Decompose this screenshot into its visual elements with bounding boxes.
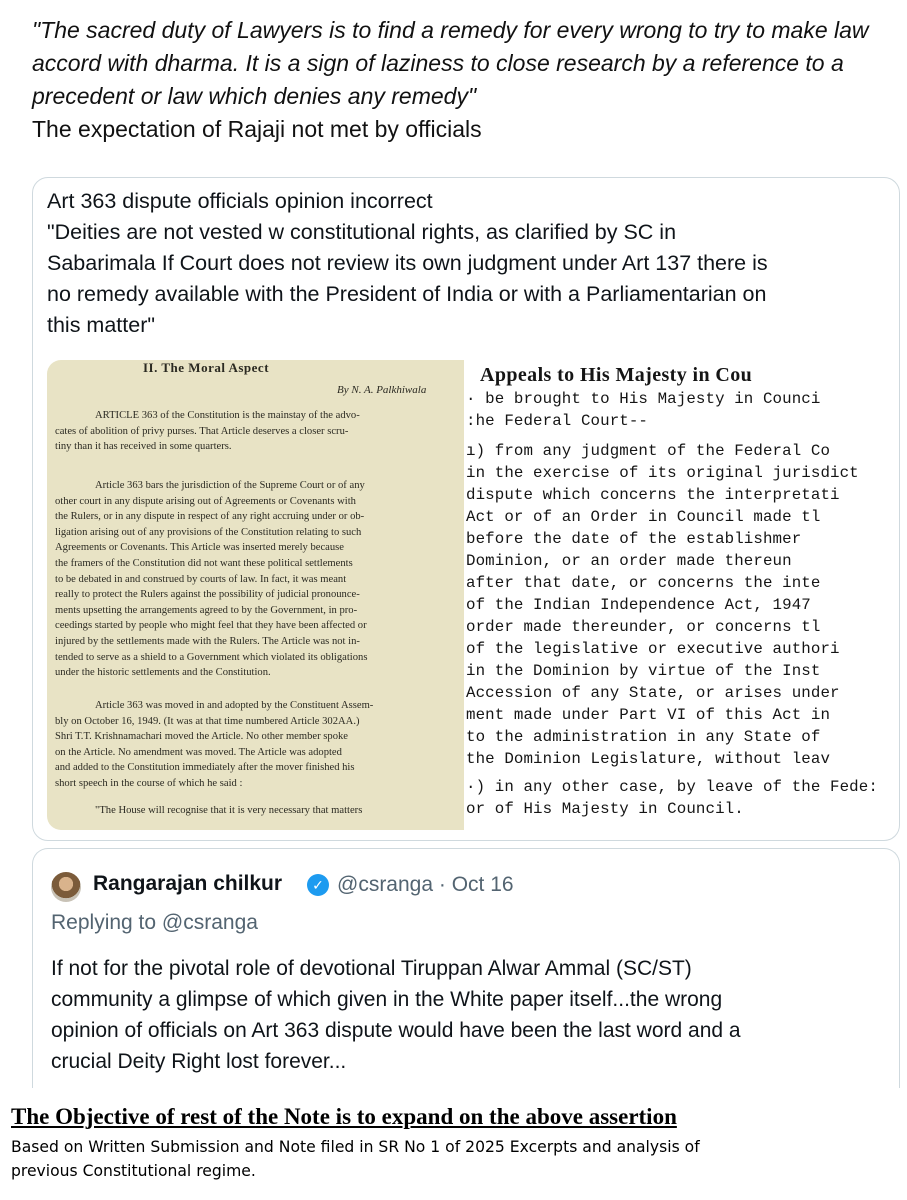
scan-line: after that date, or concerns the inte [466, 574, 821, 592]
scan-left-byline: By N. A. Palkhiwala [337, 384, 427, 396]
scan-line: Accession of any State, or arises under [466, 684, 840, 702]
replying-to[interactable]: Replying to @csranga [51, 911, 258, 934]
scan-left-paragraph [47, 698, 452, 792]
scan-line: tended to serve as a shield to a Government which violated its obligations [55, 651, 368, 663]
scan-left-paragraph [47, 803, 452, 819]
scan-line: the Dominion Legislature, without leav [466, 750, 831, 768]
intro-quote: "The sacred duty of Lawyers is to find a remedy for every wrong to try to make law accord with dharma. It is a sign of laziness to close research by a reference to a precedent or law which denies any remedy" [32, 17, 869, 109]
scan-line: really to protect the Rulers against the possibility of judicial pronounce- [55, 589, 360, 601]
tweet-line: no remedy available with the President of India or with a Parliamentarian on [47, 282, 767, 306]
scan-line: Dominion, or an order made thereun [466, 552, 792, 570]
scanned-page-palkhiwala[interactable] [47, 360, 464, 830]
basis-note [11, 1135, 901, 1183]
scan-line: bly on October 16, 1949. (It was at that time numbered Article 302AA.) [55, 715, 360, 727]
scan-line: ment made under Part VI of this Act in [466, 706, 831, 724]
reply-line: community a glimpse of which given in the White paper itself...the wrong [51, 988, 723, 1011]
scan-line: before the date of the establishmer [466, 530, 802, 548]
reply-line: crucial Deity Right lost forever... [51, 1050, 347, 1073]
quoted-tweet-card[interactable] [32, 177, 900, 841]
scan-line: · be brought to His Majesty in Counci [466, 390, 821, 408]
verified-badge-icon: ✓ [307, 874, 329, 896]
scan-line: "The House will recognise that it is very necessary that matters [95, 805, 363, 816]
avatar[interactable] [51, 872, 81, 902]
scan-line: ceedings started by people who might feel that they have been affected or [55, 620, 367, 632]
scan-line: dispute which concerns the interpretati [466, 486, 840, 504]
scan-line: ARTICLE 363 of the Constitution is the mainstay of the advo- [95, 410, 360, 421]
scan-line: short speech in the course of which he said : [55, 777, 243, 789]
scan-line: ligation arising out of any provisions of the Constitution relating to such [55, 526, 362, 538]
scan-line: cates of abolition of privy purses. That Article deserves a closer scru- [55, 425, 349, 437]
scan-line: ı) from any judgment of the Federal Co [466, 442, 831, 460]
reply-tweet-card[interactable] [32, 848, 900, 1088]
scan-line: Shri T.T. Krishnamachari moved the Article. No other member spoke [55, 731, 349, 743]
scan-line: ·) in any other case, by leave of the Fede: [466, 778, 878, 796]
scan-line: in the Dominion by virtue of the Inst [466, 662, 821, 680]
tweet-line: Sabarimala If Court does not review its own judgment under Art 137 there is [47, 251, 768, 275]
tweet-line: "Deities are not vested w constitutional rights, as clarified by SC in [47, 220, 677, 244]
scan-right-title: Appeals to His Majesty in Cou [480, 364, 753, 386]
scan-line: tiny than it has received in some quarters. [55, 441, 232, 453]
scan-line: ments upsetting the arrangements agreed to by the Government, in pro- [55, 604, 358, 616]
scan-line: Act or of an Order in Council made tl [466, 508, 821, 526]
tweet-line: Art 363 dispute officials opinion incorrect [47, 189, 433, 213]
quoted-tweet-text [47, 186, 892, 341]
scan-line: to the administration in any State of [466, 728, 821, 746]
scan-line: Article 363 bars the jurisdiction of the Supreme Court or of any [95, 480, 365, 491]
scan-line: or of His Majesty in Council. [466, 800, 744, 818]
scan-line: of the Indian Independence Act, 1947 [466, 596, 811, 614]
scan-line: in the exercise of its original jurisdict [466, 464, 859, 482]
scan-line: :he Federal Court-- [466, 412, 649, 430]
basis-line: previous Constitutional regime. [11, 1162, 256, 1180]
scan-line: to be debated in and construed by courts of law. In fact, it was meant [55, 573, 347, 585]
scan-line: the Rulers, or in any dispute in respect of any right accruing under or ob- [55, 511, 365, 523]
intro-note: The expectation of Rajaji not met by officials [32, 116, 482, 142]
scan-line: on the Article. No amendment was moved. The Article was adopted [55, 746, 342, 758]
scan-line: order made thereunder, or concerns tl [466, 618, 821, 636]
scan-line: of the legislative or executive authori [466, 640, 840, 658]
scan-left-paragraph [47, 408, 452, 455]
reply-tweet-text [51, 953, 891, 1077]
scan-line: Article 363 was moved in and adopted by the Constituent Assem- [95, 700, 374, 711]
basis-line: Based on Written Submission and Note filed in SR No 1 of 2025 Excerpts and analysis of [11, 1138, 700, 1156]
objective-heading: The Objective of rest of the Note is to expand on the above assertion [11, 1104, 677, 1129]
scan-line: and added to the Constitution immediately after the mover finished his [55, 762, 355, 774]
scanned-page-appeals[interactable] [466, 360, 886, 830]
author-handle-date[interactable]: @csranga · Oct 16 [337, 873, 514, 896]
reply-line: If not for the pivotal role of devotional Tiruppan Alwar Ammal (SC/ST) [51, 957, 692, 980]
scan-line: the framers of the Constitution did not want these political settlements [55, 557, 353, 569]
scan-line: injured by the settlements made with the Rulers. The Article was not in- [55, 635, 360, 647]
scan-left-paragraph [47, 478, 452, 681]
scan-line: Agreements or Covenants. This Article was inserted merely because [55, 542, 344, 554]
author-name[interactable]: Rangarajan chilkur [93, 872, 283, 895]
tweet-line: this matter" [47, 313, 155, 337]
scan-left-header: II. The Moral Aspect [143, 360, 270, 375]
scan-line: other court in any dispute arising out of Agreements or Covenants with [55, 495, 356, 507]
reply-line: opinion of officials on Art 363 dispute would have been the last word and a [51, 1019, 741, 1042]
scan-line: under the historic settlements and the Constitution. [55, 667, 271, 679]
intro-quote-block [32, 14, 892, 146]
